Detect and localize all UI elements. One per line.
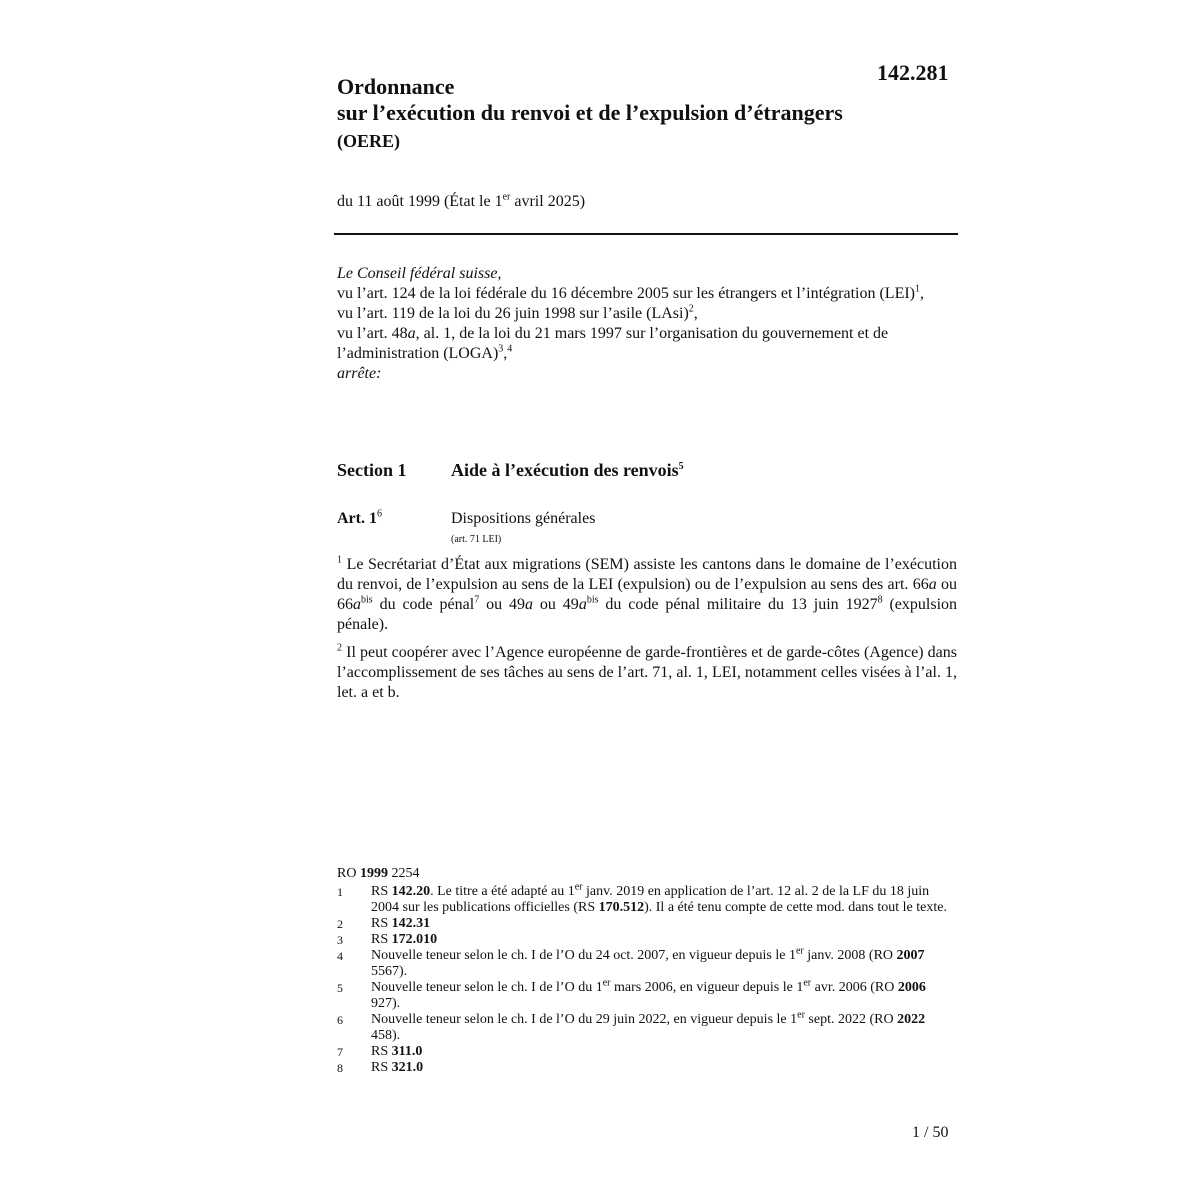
preamble-line-1: vu l’art. 124 de la loi fédérale du 16 décembre 2005 sur les étrangers et l’intégration (LEI)$^1$,: [337, 283, 924, 302]
footnote-item: 2 RS 142.31: [337, 916, 431, 931]
section-title: Aide à l’exécution des renvois$^5$: [451, 460, 684, 480]
document-title: [337, 74, 957, 154]
footnote-item: 5 Nouvelle teneur selon le ch. I de l’O du 1er mars 2006, en vigueur depuis le 1er avr. 2006 (RO 2006 927).: [337, 977, 926, 1011]
article-label: Art. $1^6$: [337, 508, 382, 527]
footnote-ref[interactable]: 7: [474, 594, 480, 606]
footnote-ref[interactable]: 1: [915, 283, 920, 295]
title-abbreviation: (OERE): [337, 131, 400, 151]
preamble-line-3: vu l’art. 48a, al. 1, de la loi du 21 mars 1997 sur l’organisation du gouvernement et de l’administration (LOGA)$^3$,$^4$: [337, 325, 889, 362]
footnote-item: 7 RS 311.0: [337, 1044, 423, 1059]
preamble-council: Le Conseil fédéral suisse,: [337, 265, 502, 282]
footnote-item: 6 Nouvelle teneur selon le ch. I de l’O du 29 juin 2022, en vigueur depuis le 1er sept. 2022 (RO 2022 458).: [337, 1009, 926, 1043]
preamble: [337, 264, 957, 384]
preamble-decree: arrête:: [337, 365, 382, 382]
document-date: du 11 août 1999 (État le 1er avril 2025): [337, 191, 586, 210]
title-line-1: Ordonnance: [337, 74, 455, 99]
footnote-ref[interactable]: 5: [678, 461, 684, 472]
footnote-item: 4 Nouvelle teneur selon le ch. I de l’O du 24 oct. 2007, en vigueur depuis le 1er janv. 2008 (RO 2007 5567).: [337, 945, 925, 979]
title-line-2: sur l’exécution du renvoi et de l’expulsion d’étrangers: [337, 100, 843, 125]
section-label: Section 1: [337, 460, 407, 480]
footnote-item: 3 RS 172.010: [337, 932, 438, 947]
footnote-item: 1 RS 142.20. Le titre a été adapté au 1er janv. 2019 en application de l’art. 12 al. 2 de la LF du 18 juin 2004 sur les publications officielles (RS 170.512). Il a été tenu compte de cette mod. dans tout le texte.: [337, 881, 947, 915]
header-divider: [334, 233, 958, 235]
footnote-ref[interactable]: 6: [376, 508, 382, 520]
footnotes: [337, 881, 957, 1076]
paragraph-2: $^2$ Il peut coopérer avec l’Agence européenne de garde-frontières et de garde-côtes (Agence) dans l’accomplissement de ses tâches au sens de l’art. 71, al. 1, LEI, notamment celles visées à l’al. 1, let. a et b.: [337, 642, 957, 701]
article-title: Dispositions générales: [451, 510, 596, 527]
footnote-ref[interactable]: 8: [877, 594, 883, 606]
footnote-ref[interactable]: 2: [688, 303, 694, 315]
footnote-ref[interactable]: 4: [507, 343, 513, 355]
preamble-line-2: vu l’art. 119 de la loi du 26 juin 1998 sur l’asile (LAsi)$^2$,: [337, 303, 698, 322]
official-compilation-ref: RO 1999 2254: [337, 866, 420, 881]
page-number: 1 / 50: [912, 1124, 949, 1141]
paragraph-1: $^1$ Le Secrétariat d’État aux migrations (SEM) assiste les cantons dans le domaine de l’exécution du renvoi, de l’expulsion au sens de la LEI (expulsion) ou de l’expulsion au sens des art. 66a ou $66a^{bis}$ du code pénal$^7$ ou 49a ou $49a^{bis}$ du code pénal militaire du 13 juin 1927$^8$ (expulsion pénale).: [337, 554, 958, 633]
footnote-ref[interactable]: 3: [498, 343, 504, 355]
document-number: 142.281: [877, 60, 949, 85]
article-legal-reference: (art. 71 LEI): [451, 534, 502, 545]
footnote-item: 8 RS 321.0: [337, 1060, 424, 1075]
